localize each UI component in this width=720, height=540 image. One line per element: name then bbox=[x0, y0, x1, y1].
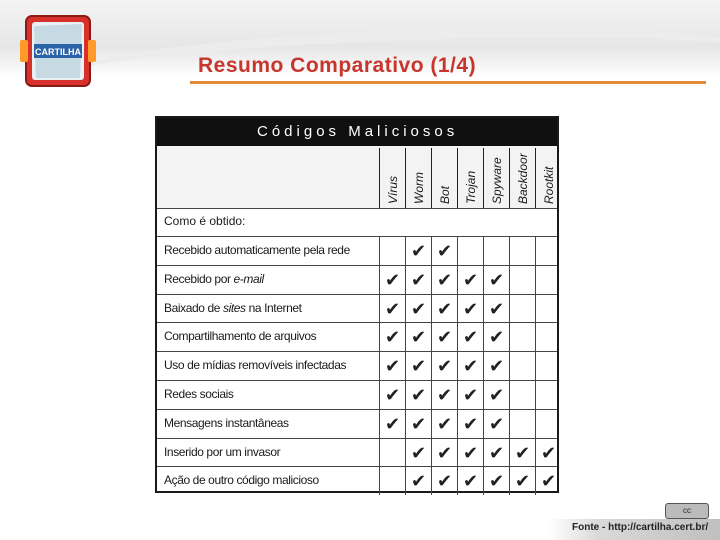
check-icon: ✔ bbox=[405, 467, 431, 495]
column-header bbox=[457, 148, 483, 208]
column-header-label: Rootkit bbox=[541, 166, 556, 204]
check-icon: ✔ bbox=[457, 439, 483, 467]
empty-cell bbox=[509, 295, 535, 323]
empty-cell bbox=[379, 467, 405, 495]
check-icon: ✔ bbox=[405, 295, 431, 323]
check-icon: ✔ bbox=[483, 381, 509, 409]
check-icon: ✔ bbox=[379, 381, 405, 409]
check-icon: ✔ bbox=[379, 410, 405, 438]
table-row bbox=[157, 409, 557, 438]
slide-title: Resumo Comparativo (1/4) bbox=[198, 54, 477, 77]
empty-cell bbox=[535, 410, 561, 438]
check-icon: ✔ bbox=[431, 381, 457, 409]
check-icon: ✔ bbox=[431, 352, 457, 380]
check-icon: ✔ bbox=[431, 467, 457, 495]
row-label-italic: e-mail bbox=[233, 271, 264, 286]
column-header-label: Vírus bbox=[385, 175, 400, 204]
check-icon: ✔ bbox=[405, 410, 431, 438]
row-label: Uso de mídias removíveis infectadas bbox=[164, 358, 347, 373]
check-icon: ✔ bbox=[483, 295, 509, 323]
table-row bbox=[157, 466, 557, 495]
row-label: Redes sociais bbox=[164, 387, 234, 401]
check-icon: ✔ bbox=[405, 352, 431, 380]
check-icon: ✔ bbox=[483, 352, 509, 380]
check-icon: ✔ bbox=[405, 266, 431, 294]
check-icon: ✔ bbox=[535, 467, 561, 495]
column-header-label: Bot bbox=[437, 185, 452, 204]
check-icon: ✔ bbox=[535, 439, 561, 467]
row-label-part: Baixado de bbox=[164, 300, 223, 315]
check-icon: ✔ bbox=[457, 352, 483, 380]
logo-text: CARTILHA bbox=[35, 47, 81, 57]
column-header bbox=[379, 148, 405, 208]
table-row bbox=[157, 322, 557, 351]
table-header: Códigos Maliciosos bbox=[157, 118, 557, 146]
column-header-label: Backdoor bbox=[515, 153, 530, 204]
table-row bbox=[157, 380, 557, 409]
check-icon: ✔ bbox=[457, 266, 483, 294]
empty-cell bbox=[535, 323, 561, 351]
check-icon: ✔ bbox=[483, 467, 509, 495]
empty-cell bbox=[535, 295, 561, 323]
table-row bbox=[157, 294, 557, 323]
row-label: Inserido por um invasor bbox=[164, 444, 281, 459]
check-icon: ✔ bbox=[379, 266, 405, 294]
empty-cell bbox=[535, 352, 561, 380]
empty-cell bbox=[509, 237, 535, 265]
title-underline bbox=[190, 81, 706, 84]
check-icon: ✔ bbox=[483, 410, 509, 438]
column-header bbox=[405, 148, 431, 208]
empty-cell bbox=[535, 381, 561, 409]
check-icon: ✔ bbox=[405, 439, 431, 467]
column-header bbox=[535, 148, 561, 208]
empty-cell bbox=[457, 237, 483, 265]
empty-cell bbox=[509, 266, 535, 294]
cartilha-logo bbox=[20, 12, 96, 90]
empty-cell bbox=[509, 410, 535, 438]
empty-cell bbox=[535, 266, 561, 294]
column-header bbox=[509, 148, 535, 208]
check-icon: ✔ bbox=[457, 323, 483, 351]
check-icon: ✔ bbox=[379, 352, 405, 380]
check-icon: ✔ bbox=[509, 439, 535, 467]
check-icon: ✔ bbox=[431, 295, 457, 323]
license-badge: cc bbox=[665, 503, 709, 519]
column-header bbox=[483, 148, 509, 208]
column-header bbox=[431, 148, 457, 208]
check-icon: ✔ bbox=[509, 467, 535, 495]
empty-cell bbox=[379, 439, 405, 467]
check-icon: ✔ bbox=[457, 381, 483, 409]
empty-cell bbox=[509, 352, 535, 380]
column-header-label: Spyware bbox=[489, 157, 504, 204]
empty-cell bbox=[509, 381, 535, 409]
row-label: Recebido automaticamente pela rede bbox=[164, 243, 350, 257]
check-icon: ✔ bbox=[457, 467, 483, 495]
check-icon: ✔ bbox=[405, 323, 431, 351]
row-label-italic: sites bbox=[222, 300, 246, 315]
row-label bbox=[164, 272, 264, 286]
empty-cell bbox=[509, 323, 535, 351]
row-label-part: na Internet bbox=[245, 300, 302, 315]
table-row bbox=[157, 265, 557, 294]
table-row bbox=[157, 236, 557, 265]
empty-cell bbox=[379, 237, 405, 265]
check-icon: ✔ bbox=[379, 295, 405, 323]
row-label: Mensagens instantâneas bbox=[164, 415, 289, 430]
check-icon: ✔ bbox=[431, 439, 457, 467]
check-icon: ✔ bbox=[431, 323, 457, 351]
check-icon: ✔ bbox=[379, 323, 405, 351]
check-icon: ✔ bbox=[457, 295, 483, 323]
check-icon: ✔ bbox=[405, 381, 431, 409]
row-label-part: Recebido por bbox=[164, 271, 234, 286]
empty-cell bbox=[483, 237, 509, 265]
check-icon: ✔ bbox=[457, 410, 483, 438]
check-icon: ✔ bbox=[405, 237, 431, 265]
check-icon: ✔ bbox=[431, 266, 457, 294]
section-label: Como é obtido: bbox=[164, 214, 246, 228]
footer-source: Fonte - http://cartilha.cert.br/ bbox=[572, 522, 709, 533]
row-label: Compartilhamento de arquivos bbox=[164, 329, 317, 344]
row-label bbox=[164, 301, 302, 315]
check-icon: ✔ bbox=[431, 410, 457, 438]
column-header-label: Trojan bbox=[463, 170, 478, 204]
check-icon: ✔ bbox=[483, 323, 509, 351]
empty-cell bbox=[535, 237, 561, 265]
column-header-label: Worm bbox=[411, 172, 426, 204]
table-row bbox=[157, 438, 557, 467]
check-icon: ✔ bbox=[483, 439, 509, 467]
row-label: Ação de outro código malicioso bbox=[164, 473, 319, 488]
table-row bbox=[157, 351, 557, 380]
check-icon: ✔ bbox=[483, 266, 509, 294]
check-icon: ✔ bbox=[431, 237, 457, 265]
comparison-table bbox=[155, 116, 559, 493]
